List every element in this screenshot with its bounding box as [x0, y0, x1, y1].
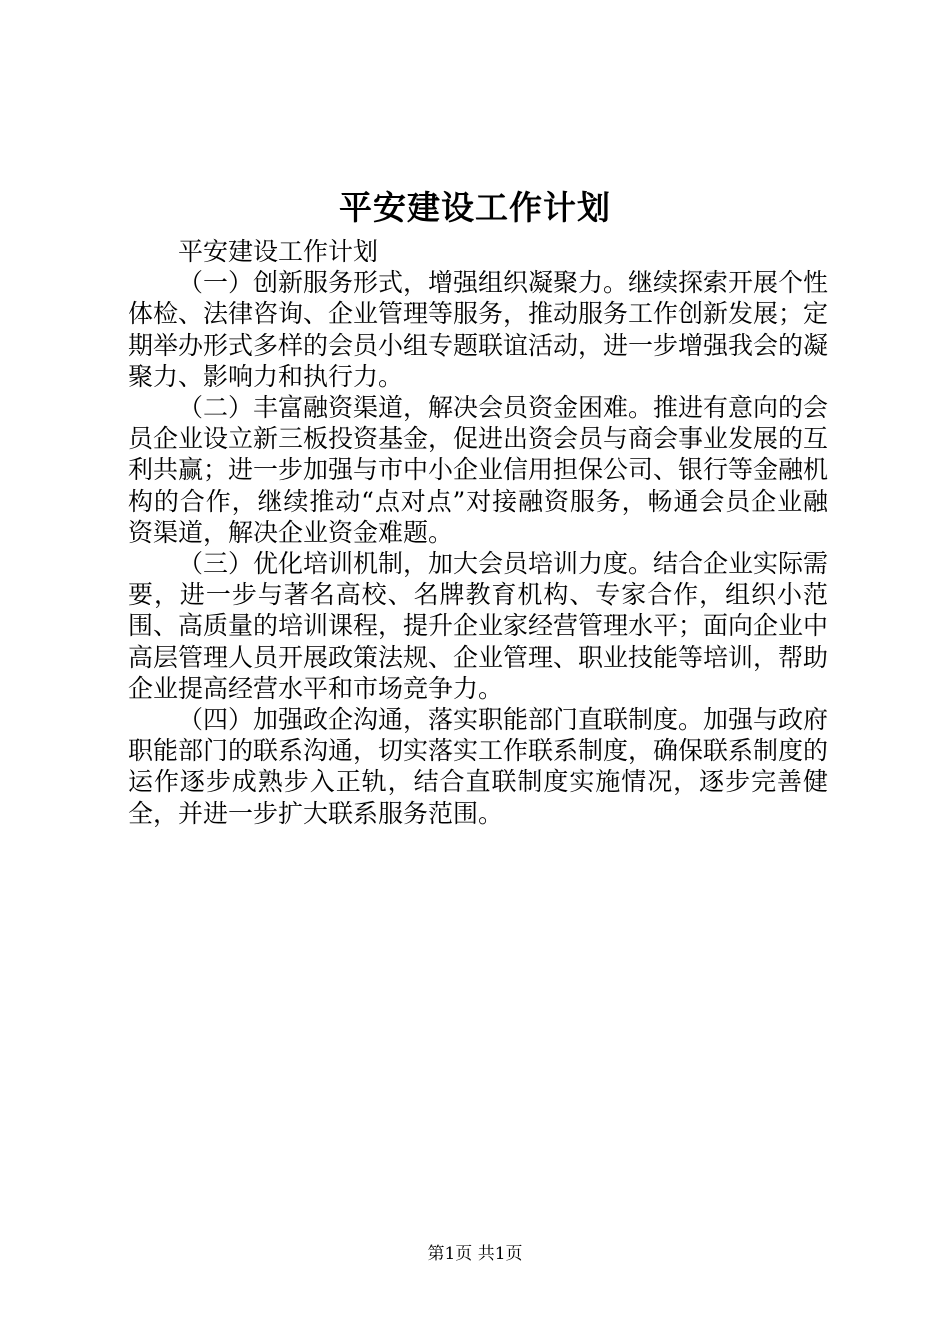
document-body [128, 236, 828, 829]
document-subtitle: 平安建设工作计划 [178, 237, 379, 266]
paragraph-1: （一）创新服务形式，增强组织凝聚力。继续探索开展个性体检、法律咨询、企业管理等服务，推动服务工作创新发展；定期举办形式多样的会员小组专题联谊活动，进一步增强我会的凝聚力、影响力和执行力。 [128, 268, 829, 391]
paragraph-4: （四）加强政企沟通，落实职能部门直联制度。加强与政府职能部门的联系沟通，切实落实工作联系制度，确保联系制度的运作逐步成熟步入正轨，结合直联制度实施情况，逐步完善健全，并进一步扩大联系服务范围。 [128, 705, 829, 828]
page-footer: 第1页 共1页 [427, 1244, 523, 1264]
paragraph-2: （二）丰富融资渠道，解决会员资金困难。推进有意向的会员企业设立新三板投资基金，促进出资会员与商会事业发展的互利共赢；进一步加强与市中小企业信用担保公司、银行等金融机构的合作，继续推动“点对点”对接融资服务，畅通会员企业融资渠道，解决企业资金难题。 [128, 393, 829, 547]
paragraph-3: （三）优化培训机制，加大会员培训力度。结合企业实际需要，进一步与著名高校、名牌教育机构、专家合作，组织小范围、高质量的培训课程，提升企业家经营管理水平；面向企业中高层管理人员开展政策法规、企业管理、职业技能等培训，帮助企业提高经营水平和市场竞争力。 [128, 549, 829, 703]
document-title: 平安建设工作计划 [339, 188, 611, 227]
